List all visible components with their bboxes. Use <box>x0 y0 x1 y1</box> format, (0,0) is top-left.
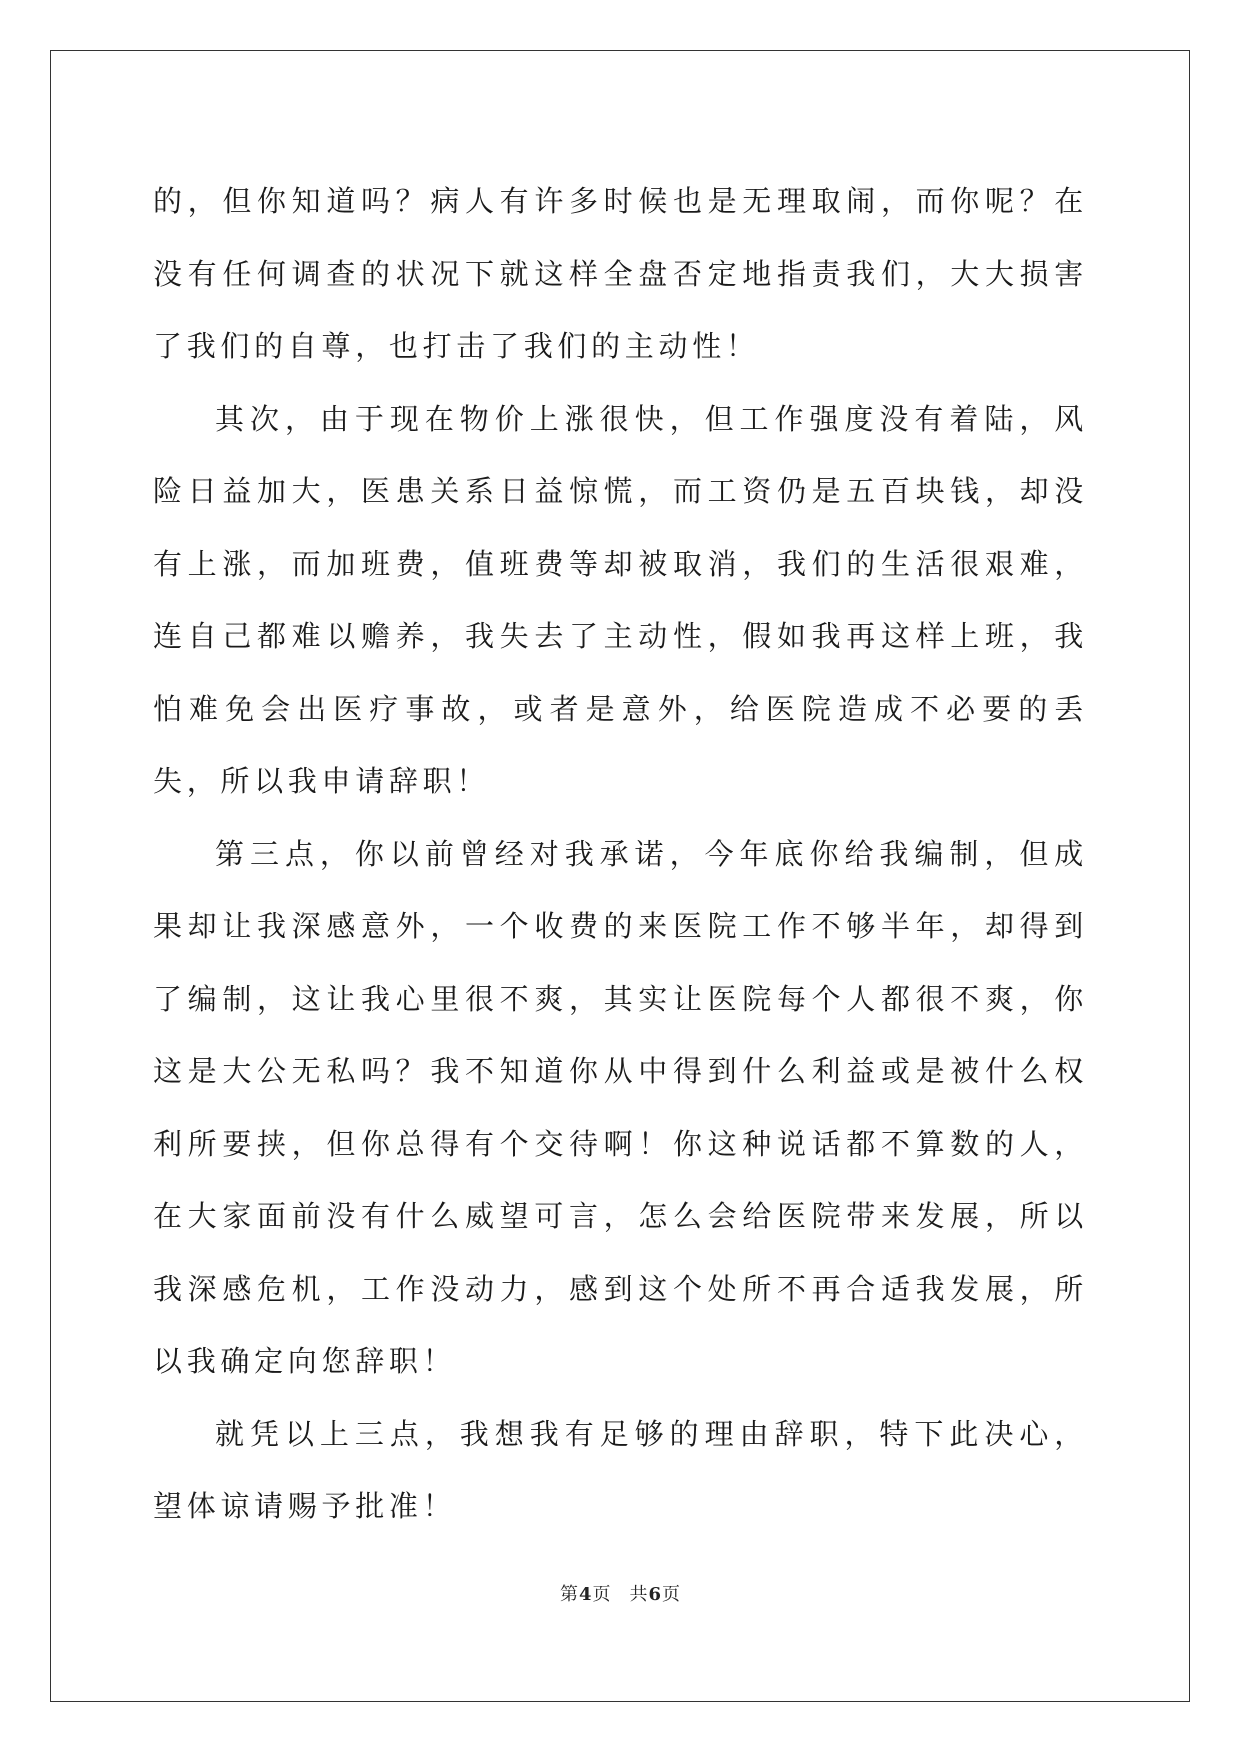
paragraph-second-reason: 其次，由于现在物价上涨很快，但工作强度没有着陆，风险日益加大，医患关系日益惊慌，而工资仍是五百块钱，却没有上涨，而加班费，值班费等却被取消，我们的生活很艰难，连自己都难以赡养，我失去了主动性，假如我再这样上班，我怕难免会出医疗事故，或者是意外，给医院造成不必要的丢失，所以我申请辞职！ <box>153 401 1088 798</box>
total-page-count: 6 <box>648 1584 663 1605</box>
paragraph-conclusion: 就凭以上三点，我想我有足够的理由辞职，特下此决心，望体谅请赐予批准！ <box>153 1416 1088 1523</box>
page-footer <box>0 1583 1241 1607</box>
page-label-suffix: 页 <box>592 1584 612 1605</box>
paragraph-continuation: 的，但你知道吗？病人有许多时候也是无理取闹，而你呢？在没有任何调查的状况下就这样全盘否定地指责我们，大大损害了我们的自尊，也打击了我们的主动性！ <box>153 184 1088 363</box>
current-page-number: 4 <box>578 1584 593 1605</box>
paragraph-third-reason: 第三点，你以前曾经对我承诺，今年底你给我编制，但成果却让我深感意外，一个收费的来医院工作不够半年，却得到了编制，这让我心里很不爽，其实让医院每个人都很不爽，你这是大公无私吗？我不知道你从中得到什么利益或是被什么权利所要挟，但你总得有个交待啊！你这种说话都不算数的人，在大家面前没有什么威望可言，怎么会给医院带来发展，所以我深感危机，工作没动力，感到这个处所不再合适我发展，所以我确定向您辞职！ <box>153 836 1088 1378</box>
total-label-suffix: 页 <box>662 1584 682 1605</box>
document-body <box>153 165 1088 1543</box>
page-label-prefix: 第 <box>559 1584 579 1605</box>
total-label-prefix: 共 <box>629 1584 649 1605</box>
